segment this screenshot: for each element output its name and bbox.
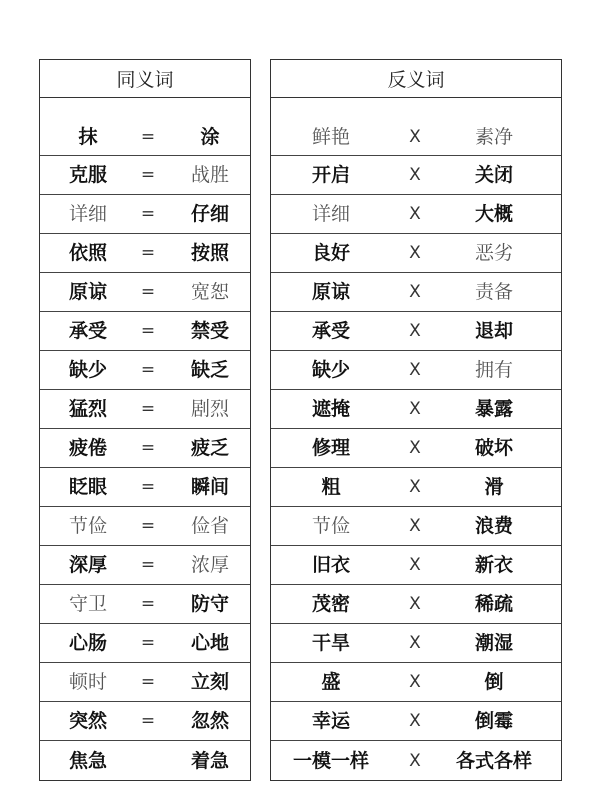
operator: = bbox=[140, 399, 156, 419]
word-left: 节俭 bbox=[68, 515, 107, 537]
operator: = bbox=[140, 282, 156, 302]
antonyms-row bbox=[271, 546, 561, 585]
word-left: 深厚 bbox=[68, 554, 107, 576]
operator: = bbox=[140, 127, 156, 147]
operator: X bbox=[409, 321, 421, 341]
operator: = bbox=[140, 672, 156, 692]
synonyms-row bbox=[40, 663, 250, 702]
synonyms-rows bbox=[40, 98, 250, 780]
antonyms-row bbox=[271, 98, 561, 156]
word-right: 关闭 bbox=[474, 164, 513, 186]
operator: X bbox=[409, 204, 421, 224]
antonyms-row bbox=[271, 468, 561, 507]
antonyms-row bbox=[271, 702, 561, 741]
operator: X bbox=[409, 438, 421, 458]
operator: = bbox=[140, 477, 156, 497]
word-right: 潮湿 bbox=[474, 632, 513, 654]
operator: = bbox=[140, 555, 156, 575]
word-left: 抹 bbox=[78, 126, 98, 148]
word-left: 修理 bbox=[311, 437, 350, 459]
antonyms-row bbox=[271, 663, 561, 702]
word-left: 一模一样 bbox=[292, 750, 369, 772]
operator: = bbox=[140, 516, 156, 536]
word-left: 良好 bbox=[311, 242, 350, 264]
antonyms-row bbox=[271, 741, 561, 780]
synonyms-row bbox=[40, 273, 250, 312]
antonyms-row bbox=[271, 156, 561, 195]
synonyms-row bbox=[40, 585, 250, 624]
operator: = bbox=[140, 165, 156, 185]
word-right: 浓厚 bbox=[190, 554, 229, 576]
operator: = bbox=[140, 438, 156, 458]
word-right: 浪费 bbox=[474, 515, 513, 537]
operator: X bbox=[409, 711, 421, 731]
word-left: 心肠 bbox=[68, 632, 107, 654]
antonyms-row bbox=[271, 312, 561, 351]
word-right: 瞬间 bbox=[190, 476, 229, 498]
antonyms-row bbox=[271, 351, 561, 390]
operator: X bbox=[409, 360, 421, 380]
antonyms-row bbox=[271, 195, 561, 234]
word-right: 恶劣 bbox=[474, 242, 513, 264]
antonyms-row bbox=[271, 585, 561, 624]
antonyms-row bbox=[271, 390, 561, 429]
operator: = bbox=[140, 633, 156, 653]
word-right: 责备 bbox=[474, 281, 513, 303]
operator: X bbox=[409, 594, 421, 614]
word-left: 缺少 bbox=[311, 359, 350, 381]
word-left: 依照 bbox=[68, 242, 107, 264]
word-right: 忽然 bbox=[190, 710, 229, 732]
word-left: 鲜艳 bbox=[311, 126, 350, 148]
synonyms-row bbox=[40, 98, 250, 156]
word-right: 剧烈 bbox=[190, 398, 229, 420]
operator: X bbox=[409, 399, 421, 419]
synonyms-row bbox=[40, 312, 250, 351]
word-right: 缺乏 bbox=[190, 359, 229, 381]
word-left: 顿时 bbox=[68, 671, 107, 693]
word-right: 破坏 bbox=[474, 437, 513, 459]
antonyms-row bbox=[271, 234, 561, 273]
word-left: 详细 bbox=[311, 203, 350, 225]
synonyms-table bbox=[39, 59, 251, 781]
word-left: 守卫 bbox=[68, 593, 107, 615]
word-left: 干旱 bbox=[311, 632, 350, 654]
synonyms-row bbox=[40, 468, 250, 507]
word-right: 立刻 bbox=[190, 671, 229, 693]
antonyms-header: 反义词 bbox=[271, 60, 561, 98]
operator: X bbox=[409, 633, 421, 653]
synonyms-row bbox=[40, 156, 250, 195]
word-left: 盛 bbox=[321, 671, 341, 693]
word-right: 各式各样 bbox=[455, 750, 532, 772]
word-right: 稀疏 bbox=[474, 593, 513, 615]
operator: = bbox=[140, 204, 156, 224]
antonyms-table bbox=[270, 59, 562, 781]
word-right: 滑 bbox=[484, 476, 504, 498]
word-right: 倒霉 bbox=[474, 710, 513, 732]
antonyms-row bbox=[271, 273, 561, 312]
synonyms-row bbox=[40, 741, 250, 780]
word-right: 俭省 bbox=[190, 515, 229, 537]
synonyms-row bbox=[40, 507, 250, 546]
word-right: 涂 bbox=[200, 126, 220, 148]
word-left: 疲倦 bbox=[68, 437, 107, 459]
word-right: 战胜 bbox=[190, 164, 229, 186]
operator: X bbox=[409, 127, 421, 147]
synonyms-row bbox=[40, 351, 250, 390]
word-left: 原谅 bbox=[311, 281, 350, 303]
word-left: 茂密 bbox=[311, 593, 350, 615]
operator: = bbox=[140, 360, 156, 380]
word-right: 禁受 bbox=[190, 320, 229, 342]
antonyms-row bbox=[271, 507, 561, 546]
operator: X bbox=[409, 555, 421, 575]
synonyms-row bbox=[40, 702, 250, 741]
word-right: 按照 bbox=[190, 242, 229, 264]
word-left: 原谅 bbox=[68, 281, 107, 303]
antonyms-rows bbox=[271, 98, 561, 780]
word-left: 节俭 bbox=[311, 515, 350, 537]
word-left: 猛烈 bbox=[68, 398, 107, 420]
antonyms-row bbox=[271, 429, 561, 468]
word-right: 着急 bbox=[190, 750, 229, 772]
operator: = bbox=[140, 321, 156, 341]
word-right: 暴露 bbox=[474, 398, 513, 420]
operator: X bbox=[409, 751, 421, 771]
synonyms-row bbox=[40, 624, 250, 663]
word-left: 粗 bbox=[321, 476, 341, 498]
word-left: 承受 bbox=[68, 320, 107, 342]
word-left: 详细 bbox=[68, 203, 107, 225]
operator: = bbox=[140, 594, 156, 614]
word-right: 大概 bbox=[474, 203, 513, 225]
word-right: 退却 bbox=[474, 320, 513, 342]
word-right: 新衣 bbox=[474, 554, 513, 576]
synonyms-header: 同义词 bbox=[40, 60, 250, 98]
word-left: 突然 bbox=[68, 710, 107, 732]
word-right: 防守 bbox=[190, 593, 229, 615]
synonyms-row bbox=[40, 546, 250, 585]
operator: X bbox=[409, 672, 421, 692]
synonyms-row bbox=[40, 234, 250, 273]
word-left: 承受 bbox=[311, 320, 350, 342]
synonyms-row bbox=[40, 390, 250, 429]
word-left: 幸运 bbox=[311, 710, 350, 732]
word-left: 眨眼 bbox=[68, 476, 107, 498]
word-right: 心地 bbox=[190, 632, 229, 654]
word-right: 拥有 bbox=[474, 359, 513, 381]
synonyms-row bbox=[40, 195, 250, 234]
word-left: 焦急 bbox=[68, 750, 107, 772]
word-left: 遮掩 bbox=[311, 398, 350, 420]
operator: X bbox=[409, 243, 421, 263]
operator: X bbox=[409, 477, 421, 497]
operator: X bbox=[409, 282, 421, 302]
operator: = bbox=[140, 711, 156, 731]
antonyms-row bbox=[271, 624, 561, 663]
word-right: 疲乏 bbox=[190, 437, 229, 459]
word-right: 仔细 bbox=[190, 203, 229, 225]
word-left: 旧衣 bbox=[311, 554, 350, 576]
word-right: 宽恕 bbox=[190, 281, 229, 303]
operator: X bbox=[409, 165, 421, 185]
operator: X bbox=[409, 516, 421, 536]
word-right: 素净 bbox=[474, 126, 513, 148]
operator: = bbox=[140, 243, 156, 263]
word-right: 倒 bbox=[484, 671, 504, 693]
word-left: 克服 bbox=[68, 164, 107, 186]
synonyms-row bbox=[40, 429, 250, 468]
word-left: 缺少 bbox=[68, 359, 107, 381]
word-left: 开启 bbox=[311, 164, 350, 186]
